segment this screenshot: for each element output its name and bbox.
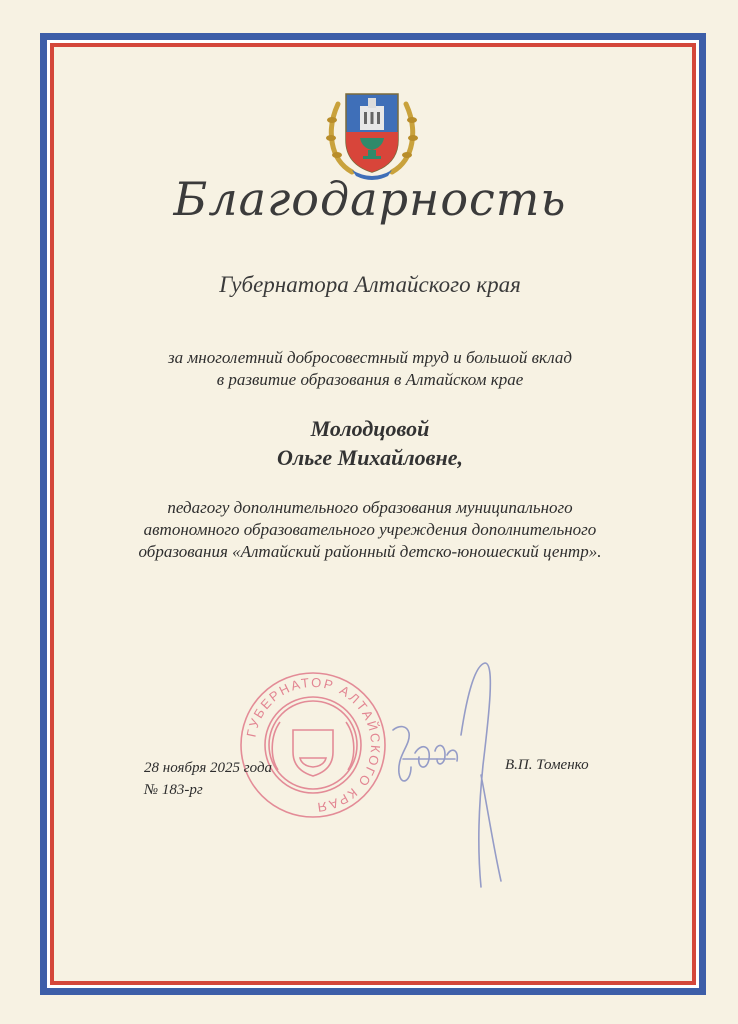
signer-name: В.П. Томенко (505, 757, 589, 773)
handwritten-signature (385, 655, 515, 895)
position-line: автономного образовательного учреждения дополнительного (143, 520, 597, 539)
recipient-given-names: Ольге Михайловне, (277, 445, 463, 470)
issue-date: 28 ноября 2025 года (144, 760, 273, 776)
coat-of-arms-icon (322, 80, 422, 184)
recipient-position (90, 497, 650, 563)
reason-line: за многолетний добросовестный труд и большой вклад (168, 348, 572, 367)
recipient-surname: Молодцовой (310, 416, 430, 441)
reason-line: в развитие образования в Алтайском крае (216, 370, 524, 389)
position-line: педагогу дополнительного образования муниципального (167, 498, 573, 517)
document-title: Благодарность (173, 172, 567, 226)
position-line: образования «Алтайский районный детско-юношеский центр». (138, 542, 602, 561)
order-number: № 183-рг (144, 782, 203, 798)
reason-text (90, 347, 650, 391)
recipient-name (90, 414, 650, 472)
stamp-text: ГУБЕРНАТОР АЛТАЙСКОГО КРАЯ (243, 674, 384, 816)
document-subtitle: Губернатора Алтайского края (219, 272, 521, 297)
issue-date-block (144, 757, 272, 801)
